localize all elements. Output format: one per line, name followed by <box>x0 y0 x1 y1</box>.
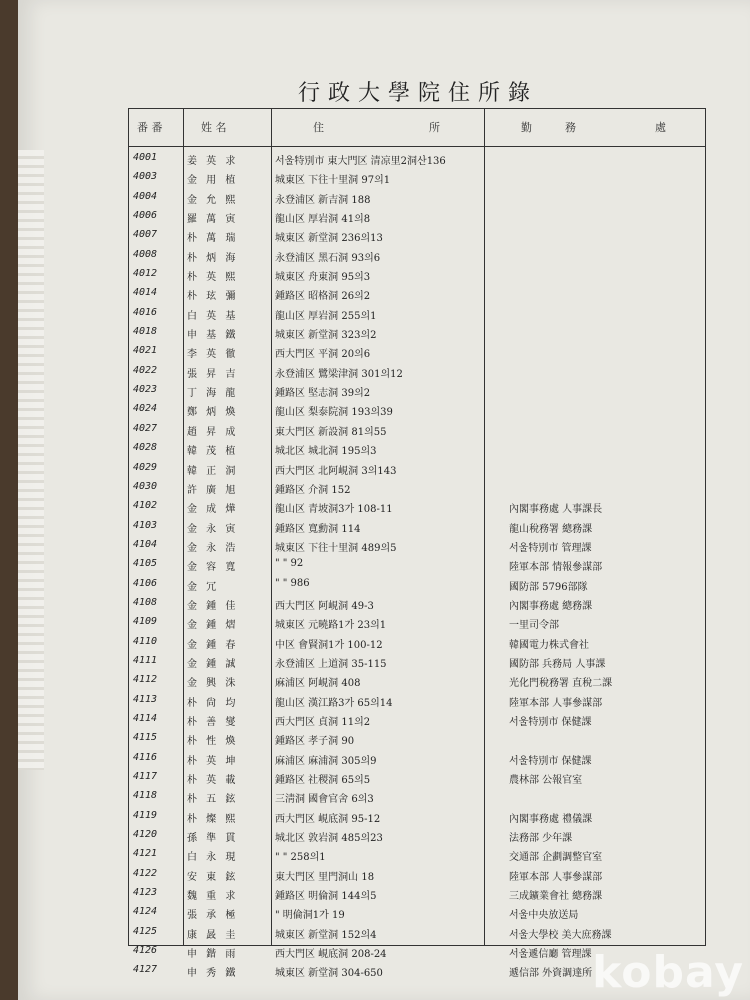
row-address: 城東区 新堂洞 236의13 <box>275 233 383 245</box>
row-number: 4024 <box>133 403 158 415</box>
row-address: 西大門区 平洞 20의6 <box>275 349 371 361</box>
row-workplace: 內閣事務處 總務課 <box>509 600 593 612</box>
row-address: 城東区 下往十里洞 489의5 <box>275 542 397 554</box>
row-address: 永登浦区 鷺梁津洞 301의12 <box>275 368 403 380</box>
row-number: 4105 <box>133 558 158 570</box>
row-number: 4120 <box>133 829 158 841</box>
table-row <box>129 710 705 729</box>
row-name: 韓 正 洞 <box>187 465 239 477</box>
row-name: 朴 尙 均 <box>187 697 239 709</box>
table-row <box>129 400 705 419</box>
table-row <box>129 691 705 710</box>
row-address: 龍山区 厚岩洞 255의1 <box>275 310 377 322</box>
row-name: 金 興 洙 <box>187 678 239 690</box>
row-number: 4106 <box>133 577 158 589</box>
row-number: 4022 <box>133 364 158 376</box>
header-workplace-left: 勤 <box>521 121 532 134</box>
row-name: 安 東 鉉 <box>187 871 239 883</box>
row-name: 姜 英 求 <box>187 156 239 167</box>
table-row <box>129 381 705 400</box>
row-number: 4124 <box>133 906 158 918</box>
row-workplace: 陸軍本部 情報參謀部 <box>509 562 603 574</box>
row-name: 朴 五 鉉 <box>187 794 239 806</box>
row-workplace: 國防部 兵務局 人事課 <box>509 658 606 670</box>
row-address: 西大門区 峴底洞 95-12 <box>275 813 381 825</box>
row-workplace: 陸軍本部 人事參謀部 <box>509 871 603 883</box>
table-row <box>129 903 705 922</box>
row-workplace: 서울中央放送局 <box>509 910 579 922</box>
row-name: 朴 燦 熙 <box>187 813 239 825</box>
row-address: 永登浦区 上道洞 35-115 <box>275 658 387 670</box>
row-number: 4109 <box>133 616 158 628</box>
table-row <box>129 749 705 768</box>
header-address-right: 所 <box>429 121 440 134</box>
row-number: 4104 <box>133 538 158 550</box>
row-name: 金 鍾 熠 <box>187 620 239 632</box>
row-address: " " 258의1 <box>275 852 326 864</box>
row-number: 4023 <box>133 384 158 396</box>
row-workplace: 陸軍本部 人事參謀部 <box>509 697 603 709</box>
table-row <box>129 459 705 478</box>
row-name: 李 英 徹 <box>187 349 239 361</box>
row-number: 4007 <box>133 229 158 241</box>
row-name: 金 成 燁 <box>187 504 239 516</box>
row-number: 4113 <box>133 693 158 705</box>
table-header <box>129 109 705 147</box>
row-address: 鍾路区 昭格洞 26의2 <box>275 291 371 303</box>
row-number: 4118 <box>133 790 158 802</box>
row-name: 申 基 鐵 <box>187 330 239 342</box>
page-title: 行政大學院住所錄 <box>297 81 538 106</box>
header-number: 番 番 <box>137 121 163 134</box>
table-row <box>129 362 705 381</box>
torn-binding-edge <box>18 150 44 770</box>
row-address: 西大門区 北阿峴洞 3의143 <box>275 465 397 477</box>
table-row <box>129 149 705 168</box>
row-workplace: 서울遞信廳 管理課 <box>509 949 592 961</box>
row-number: 4110 <box>133 635 158 647</box>
table-row <box>129 536 705 555</box>
row-workplace: 三成鑛業會社 總務課 <box>509 891 603 903</box>
row-address: 龍山区 厚岩洞 41의8 <box>275 214 371 226</box>
row-workplace: 서울特別市 保健課 <box>509 716 592 728</box>
row-name: 韓 茂 植 <box>187 446 239 458</box>
row-workplace: 內閣事務處 人事課長 <box>509 504 603 516</box>
table-row <box>129 671 705 690</box>
directory-table <box>128 108 706 980</box>
row-name: 白 英 基 <box>187 310 239 322</box>
table-row <box>129 729 705 748</box>
table-row <box>129 594 705 613</box>
row-address: 龍山区 梨泰院洞 193의39 <box>275 407 393 419</box>
row-name: 鄭 炳 煥 <box>187 407 239 419</box>
row-address: 鍾路区 社稷洞 65의5 <box>275 775 371 786</box>
row-number: 4123 <box>133 887 158 899</box>
row-address: 城東区 下往十里洞 97의1 <box>275 175 391 187</box>
row-name: 丁 海 龍 <box>187 388 239 400</box>
table-row <box>129 265 705 284</box>
header-address-left: 住 <box>313 121 324 134</box>
table-row <box>129 439 705 458</box>
row-workplace: 龍山稅務署 總務課 <box>509 523 593 535</box>
row-name: 朴 英 載 <box>187 775 239 786</box>
table-row <box>129 787 705 806</box>
row-name: 金 容 寬 <box>187 562 239 574</box>
table-row <box>129 826 705 845</box>
table-row <box>129 845 705 864</box>
row-number: 4121 <box>133 848 158 860</box>
row-address: 城東区 新堂洞 304-650 <box>275 968 383 980</box>
table-row <box>129 517 705 536</box>
table-row <box>129 613 705 632</box>
row-number: 4115 <box>133 732 158 744</box>
header-remark: 處 <box>655 121 666 134</box>
row-address: 鍾路区 堅志洞 39의2 <box>275 388 371 400</box>
row-address: 城北区 敦岩洞 485의23 <box>275 833 383 845</box>
row-number: 4117 <box>133 771 158 782</box>
row-workplace: 서울大學校 美大庶務課 <box>509 929 612 941</box>
row-name: 金 允 熙 <box>187 194 239 206</box>
row-number: 4016 <box>133 306 158 318</box>
header-workplace-right: 務 <box>565 121 576 134</box>
row-number: 4006 <box>133 210 158 222</box>
row-name: 張 承 極 <box>187 910 239 922</box>
row-name: 朴 英 坤 <box>187 755 239 767</box>
row-number: 4027 <box>133 422 158 434</box>
row-address: 西大門区 峴底洞 208-24 <box>275 949 387 961</box>
row-workplace: 서울特別市 管理課 <box>509 542 592 554</box>
row-name: 朴 性 煥 <box>187 736 239 748</box>
row-number: 4127 <box>133 964 158 976</box>
row-number: 4102 <box>133 500 158 512</box>
row-number: 4030 <box>133 480 158 492</box>
row-workplace: 交通部 企劃調整官室 <box>509 852 603 864</box>
row-address: 龍山区 青坡洞3가 108-11 <box>275 504 393 516</box>
table-row <box>129 555 705 574</box>
table-row <box>129 768 705 787</box>
row-address: 鍾路区 介洞 152 <box>275 484 351 496</box>
row-name: 申 鍇 雨 <box>187 949 239 961</box>
table-row <box>129 226 705 245</box>
table-row <box>129 168 705 187</box>
table-row <box>129 207 705 226</box>
table-row <box>129 865 705 884</box>
row-address: 鍾路区 寬勳洞 114 <box>275 523 361 535</box>
table-row <box>129 478 705 497</box>
row-name: 金 鍾 誠 <box>187 658 239 670</box>
watermark-logo: kobay <box>592 947 744 998</box>
row-name: 羅 萬 寅 <box>187 214 239 226</box>
row-address: 鍾路区 明倫洞 144의5 <box>275 891 377 903</box>
row-workplace: 國防部 5796部隊 <box>509 581 588 593</box>
row-address: " " 986 <box>275 577 310 589</box>
row-address: 城東区 元曉路1가 23의1 <box>275 620 387 632</box>
row-number: 4021 <box>133 345 158 357</box>
table-body <box>129 149 705 981</box>
row-number: 4126 <box>133 945 158 957</box>
row-number: 4018 <box>133 326 158 338</box>
row-address: 西大門区 貞洞 11의2 <box>275 716 371 728</box>
row-address: 城東区 新堂洞 152의4 <box>275 929 377 941</box>
row-number: 4125 <box>133 925 158 937</box>
table-row <box>129 923 705 942</box>
row-name: 金 永 浩 <box>187 542 239 554</box>
row-name: 白 永 現 <box>187 852 239 864</box>
row-number: 4028 <box>133 442 158 454</box>
row-name: 趙 昇 成 <box>187 426 239 438</box>
table-row <box>129 304 705 323</box>
table-row <box>129 497 705 516</box>
row-address: 서울特別市 東大門区 清凉里2洞산136 <box>275 156 446 167</box>
table-row <box>129 323 705 342</box>
table-row <box>129 420 705 439</box>
row-address: 三淸洞 國會官舍 6의3 <box>275 794 374 806</box>
table-row <box>129 575 705 594</box>
row-number: 4103 <box>133 519 158 531</box>
row-number: 4012 <box>133 268 158 280</box>
table-row <box>129 633 705 652</box>
row-number: 4111 <box>133 654 158 666</box>
row-name: 許 廣 旭 <box>187 484 239 496</box>
row-address: 麻浦区 阿峴洞 408 <box>275 678 361 690</box>
table-row <box>129 342 705 361</box>
table-row <box>129 246 705 265</box>
row-workplace: 內閣事務處 禮儀課 <box>509 813 593 825</box>
row-number: 4108 <box>133 596 158 608</box>
row-name: 康 晸 圭 <box>187 929 239 941</box>
row-address: 東大門区 新設洞 81의55 <box>275 426 387 438</box>
row-name: 申 秀 鐵 <box>187 968 239 980</box>
row-number: 4004 <box>133 190 158 202</box>
row-workplace: 서울特別市 保健課 <box>509 755 592 767</box>
row-number: 4008 <box>133 248 158 260</box>
row-number: 4003 <box>133 171 158 183</box>
row-name: 朴 萬 瑞 <box>187 233 239 245</box>
header-name: 姓 名 <box>201 121 227 134</box>
row-address: 龍山区 漢江路3가 65의14 <box>275 697 393 709</box>
row-name: 金 用 植 <box>187 175 239 187</box>
row-name: 魏 重 求 <box>187 891 239 903</box>
row-address: 永登浦区 黑石洞 93의6 <box>275 252 381 264</box>
row-address: 麻浦区 麻浦洞 305의9 <box>275 755 377 767</box>
row-address: 鍾路区 孝子洞 90 <box>275 736 355 748</box>
row-number: 4116 <box>133 751 158 763</box>
row-name: 張 昇 吉 <box>187 368 239 380</box>
row-address: 城東区 舟東洞 95의3 <box>275 272 371 284</box>
row-workplace: 一里司令部 <box>509 620 559 632</box>
row-workplace: 光化門稅務署 直稅二課 <box>509 678 613 690</box>
row-name: 金 鍾 佳 <box>187 600 239 612</box>
row-name: 金 冗 <box>187 581 220 593</box>
row-name: 朴 善 燮 <box>187 716 239 728</box>
table-row <box>129 652 705 671</box>
row-number: 4114 <box>133 712 158 724</box>
row-name: 朴 炳 海 <box>187 252 239 264</box>
row-address: 城北区 城北洞 195의3 <box>275 446 377 458</box>
row-address: 東大門区 里門洞山 18 <box>275 871 375 883</box>
table-row <box>129 284 705 303</box>
row-number: 4122 <box>133 867 158 879</box>
row-address: 西大門区 阿峴洞 49-3 <box>275 600 374 612</box>
row-name: 朴 玹 彌 <box>187 291 239 303</box>
row-workplace: 農林部 公報官室 <box>509 775 583 786</box>
row-name: 孫 準 貫 <box>187 833 239 845</box>
row-name: 朴 英 熙 <box>187 272 239 284</box>
row-address: " " 92 <box>275 558 304 570</box>
row-number: 4119 <box>133 809 158 821</box>
row-workplace: 韓國電力株式會社 <box>509 639 589 651</box>
row-workplace: 遞信部 外資調達所 <box>509 968 593 980</box>
table-row <box>129 884 705 903</box>
row-name: 金 永 寅 <box>187 523 239 535</box>
row-number: 4029 <box>133 461 158 473</box>
row-workplace: 法務部 少年課 <box>509 833 573 845</box>
row-address: 永登浦区 新吉洞 188 <box>275 194 371 206</box>
row-name: 金 鍾 春 <box>187 639 239 651</box>
row-address: 中区 會賢洞1가 100-12 <box>275 639 383 651</box>
row-number: 4112 <box>133 674 158 686</box>
row-number: 4014 <box>133 287 158 299</box>
row-address: 城東区 新堂洞 323의2 <box>275 330 377 342</box>
document-page <box>18 0 750 1000</box>
table-row <box>129 188 705 207</box>
row-address: " 明倫洞1가 19 <box>275 910 345 922</box>
row-number: 4001 <box>133 152 158 163</box>
table-row <box>129 807 705 826</box>
